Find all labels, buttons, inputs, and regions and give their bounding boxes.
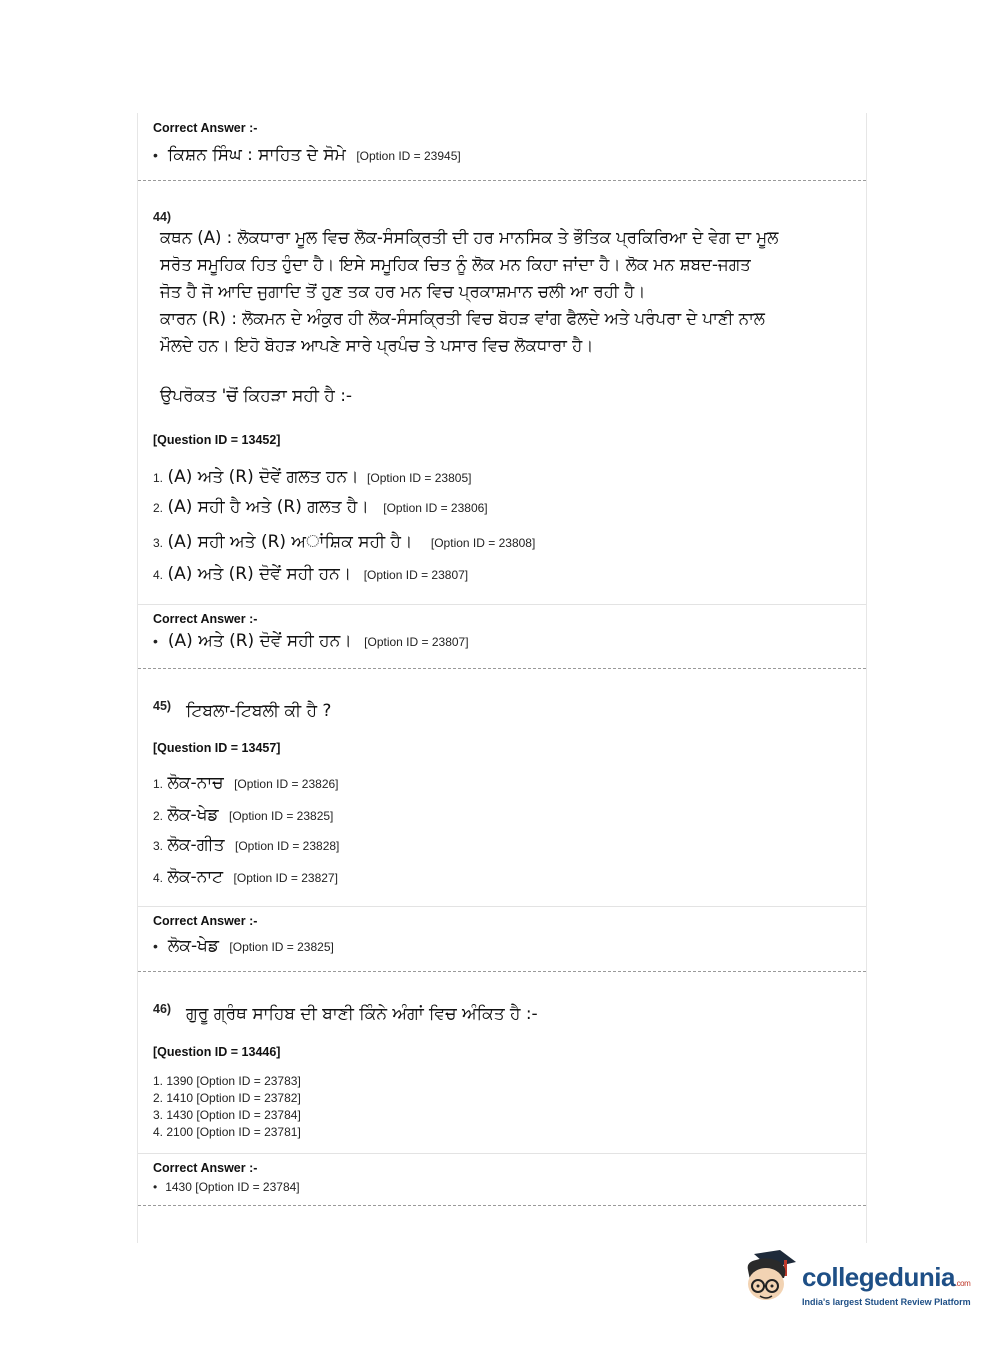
divider [138,971,866,972]
answer-option-id: [Option ID = 23945] [356,149,461,163]
correct-answer-label: Correct Answer :- [153,1161,258,1175]
correct-answer-row [153,631,469,651]
exam-sheet [137,113,867,1243]
option-number: 3. [153,536,164,550]
option-id: [Option ID = 23807] [363,568,469,582]
option-text: ਲੋਕ-ਨਾਟ [167,867,224,887]
option-number: 2. [153,809,164,823]
question-number: 45) [153,699,172,713]
question-prompt: ਉਪਰੋਕਤ 'ਚੋਂ ਕਿਹੜਾ ਸਹੀ ਹੈ :- [160,386,353,406]
option-item: 3. 1430 [Option ID = 23784] [153,1108,301,1122]
question-number: 44) [153,210,172,224]
answer-text: ਕਿਸ਼ਨ ਸਿੰਘ : ਸਾਹਿਤ ਦੇ ਸੋਮੇ [167,145,346,165]
bullet-icon: • [153,633,158,649]
correct-answer-row [153,145,461,165]
question-text: ਗੁਰੂ ਗ੍ਰੰਥ ਸਾਹਿਬ ਦੀ ਬਾਣੀ ਕਿੰਨੇ ਅੰਗਾਂ ਵਿਚ ਅੰਕਿਤ ਹੈ :- [186,1004,538,1024]
option-row [153,805,333,825]
divider [138,1153,866,1154]
option-list [153,1073,301,1141]
option-text: (A) ਸਹੀ ਅਤੇ (R) ਅਾਂਸ਼ਿਕ ਸਹੀ ਹੈ। [167,532,413,552]
option-item: 1. 1390 [Option ID = 23783] [153,1074,301,1088]
option-text: (A) ਅਤੇ (R) ਦੋਵੇਂ ਗਲਤ ਹਨ। [167,467,359,487]
option-id: [Option ID = 23827] [233,871,338,885]
option-number: 1. [153,777,164,791]
answer-text: 1430 [Option ID = 23784] [165,1180,300,1194]
bullet-icon: • [153,147,158,163]
option-text: ਲੋਕ-ਖੇਡ [167,805,219,825]
option-text: ਲੋਕ-ਨਾਚ [167,773,224,793]
option-item: 4. 2100 [Option ID = 23781] [153,1125,301,1139]
correct-answer-label: Correct Answer :- [153,914,258,928]
option-row [153,867,338,887]
statement-line: ਕਥਨ (A) : ਲੋਕਧਾਰਾ ਮੂਲ ਵਿਚ ਲੋਕ-ਸੰਸਕ੍ਰਿਤੀ ਦੀ ਹਰ ਮਾਨਸਿਕ ਤੇ ਭੌਤਿਕ ਪ੍ਰਕਿਰਿਆ ਦੇ ਵੇਗ ਦਾ ਮੂਲ [160,228,779,247]
option-id: [Option ID = 23808] [430,536,536,550]
option-number: 1. [153,471,164,485]
option-text: (A) ਅਤੇ (R) ਦੋਵੇਂ ਸਹੀ ਹਨ। [167,564,352,584]
mascot-icon [740,1248,800,1310]
option-id: [Option ID = 23825] [228,809,334,823]
bullet-icon: • [153,938,158,954]
question-statement [160,224,860,359]
statement-line: ਕਾਰਨ (R) : ਲੋਕਮਨ ਦੇ ਅੰਕੁਰ ਹੀ ਲੋਕ-ਸੰਸਕ੍ਰਿਤੀ ਵਿਚ ਬੋਹੜ ਵਾਂਗ ਫੈਲਦੇ ਅਤੇ ਪਰੰਪਰਾ ਦੇ ਪਾਣੀ ਨਾਲ [160,309,765,328]
option-text: (A) ਸਹੀ ਹੈ ਅਤੇ (R) ਗਲਤ ਹੈ। [167,497,369,517]
answer-option-id: [Option ID = 23807] [364,635,469,649]
correct-answer-label: Correct Answer :- [153,121,258,135]
question-id: [Question ID = 13457] [153,741,281,755]
brand-tagline: India's largest Student Review Platform [802,1297,971,1307]
divider [138,604,866,605]
option-text: ਲੋਕ-ਗੀਤ [167,835,225,855]
correct-answer-row [153,1180,300,1194]
option-id: [Option ID = 23805] [367,471,472,485]
question-id: [Question ID = 13446] [153,1045,281,1059]
answer-text: ਲੋਕ-ਖੇਡ [167,936,219,956]
correct-answer-row [153,936,334,956]
statement-line: ਮੌਲਦੇ ਹਨ। ਇਹੋ ਬੋਹੜ ਆਪਣੇ ਸਾਰੇ ਪ੍ਰਪੰਚ ਤੇ ਪਸਾਰ ਵਿਚ ਲੋਕਧਾਰਾ ਹੈ। [160,336,594,355]
option-number: 4. [153,871,164,885]
option-row [153,773,339,793]
option-number: 4. [153,568,164,582]
divider [138,906,866,907]
answer-text: (A) ਅਤੇ (R) ਦੋਵੇਂ ਸਹੀ ਹਨ। [167,631,352,651]
option-id: [Option ID = 23806] [383,501,488,515]
divider [138,180,866,181]
statement-line: ਸਰੋਤ ਸਮੂਹਿਕ ਹਿਤ ਹੁੰਦਾ ਹੈ। ਇਸੇ ਸਮੂਹਿਕ ਚਿਤ ਨੂੰ ਲੋਕ ਮਨ ਕਿਹਾ ਜਾਂਦਾ ਹੈ। ਲੋਕ ਮਨ ਸ਼ਬਦ-ਜਗਤ [160,255,751,274]
question-number: 46) [153,1002,172,1016]
statement-line: ਜੋਤ ਹੈ ਜੋ ਆਦਿ ਜੁਗਾਦਿ ਤੋਂ ਹੁਣ ਤਕ ਹਰ ਮਨ ਵਿਚ ਪ੍ਰਕਾਸ਼ਮਾਨ ਚਲੀ ਆ ਰਹੀ ਹੈ। [160,282,646,301]
divider [138,1205,866,1206]
option-row [153,532,535,552]
collegedunia-logo [740,1248,970,1318]
option-number: 3. [153,839,164,853]
option-row [153,835,339,855]
option-id: [Option ID = 23826] [234,777,339,791]
answer-option-id: [Option ID = 23825] [229,940,334,954]
option-number: 2. [153,501,164,515]
option-row [153,497,488,517]
question-id: [Question ID = 13452] [153,433,281,447]
option-row [153,467,471,487]
correct-answer-label: Correct Answer :- [153,612,258,626]
option-row [153,564,468,584]
option-id: [Option ID = 23828] [234,839,340,853]
bullet-icon: • [153,1180,158,1194]
divider [138,668,866,669]
brand-name: collegedunia.com [802,1262,971,1292]
option-item: 2. 1410 [Option ID = 23782] [153,1091,301,1105]
question-text: ਟਿਬਲਾ-ਟਿਬਲੀ ਕੀ ਹੈ ? [186,701,332,721]
